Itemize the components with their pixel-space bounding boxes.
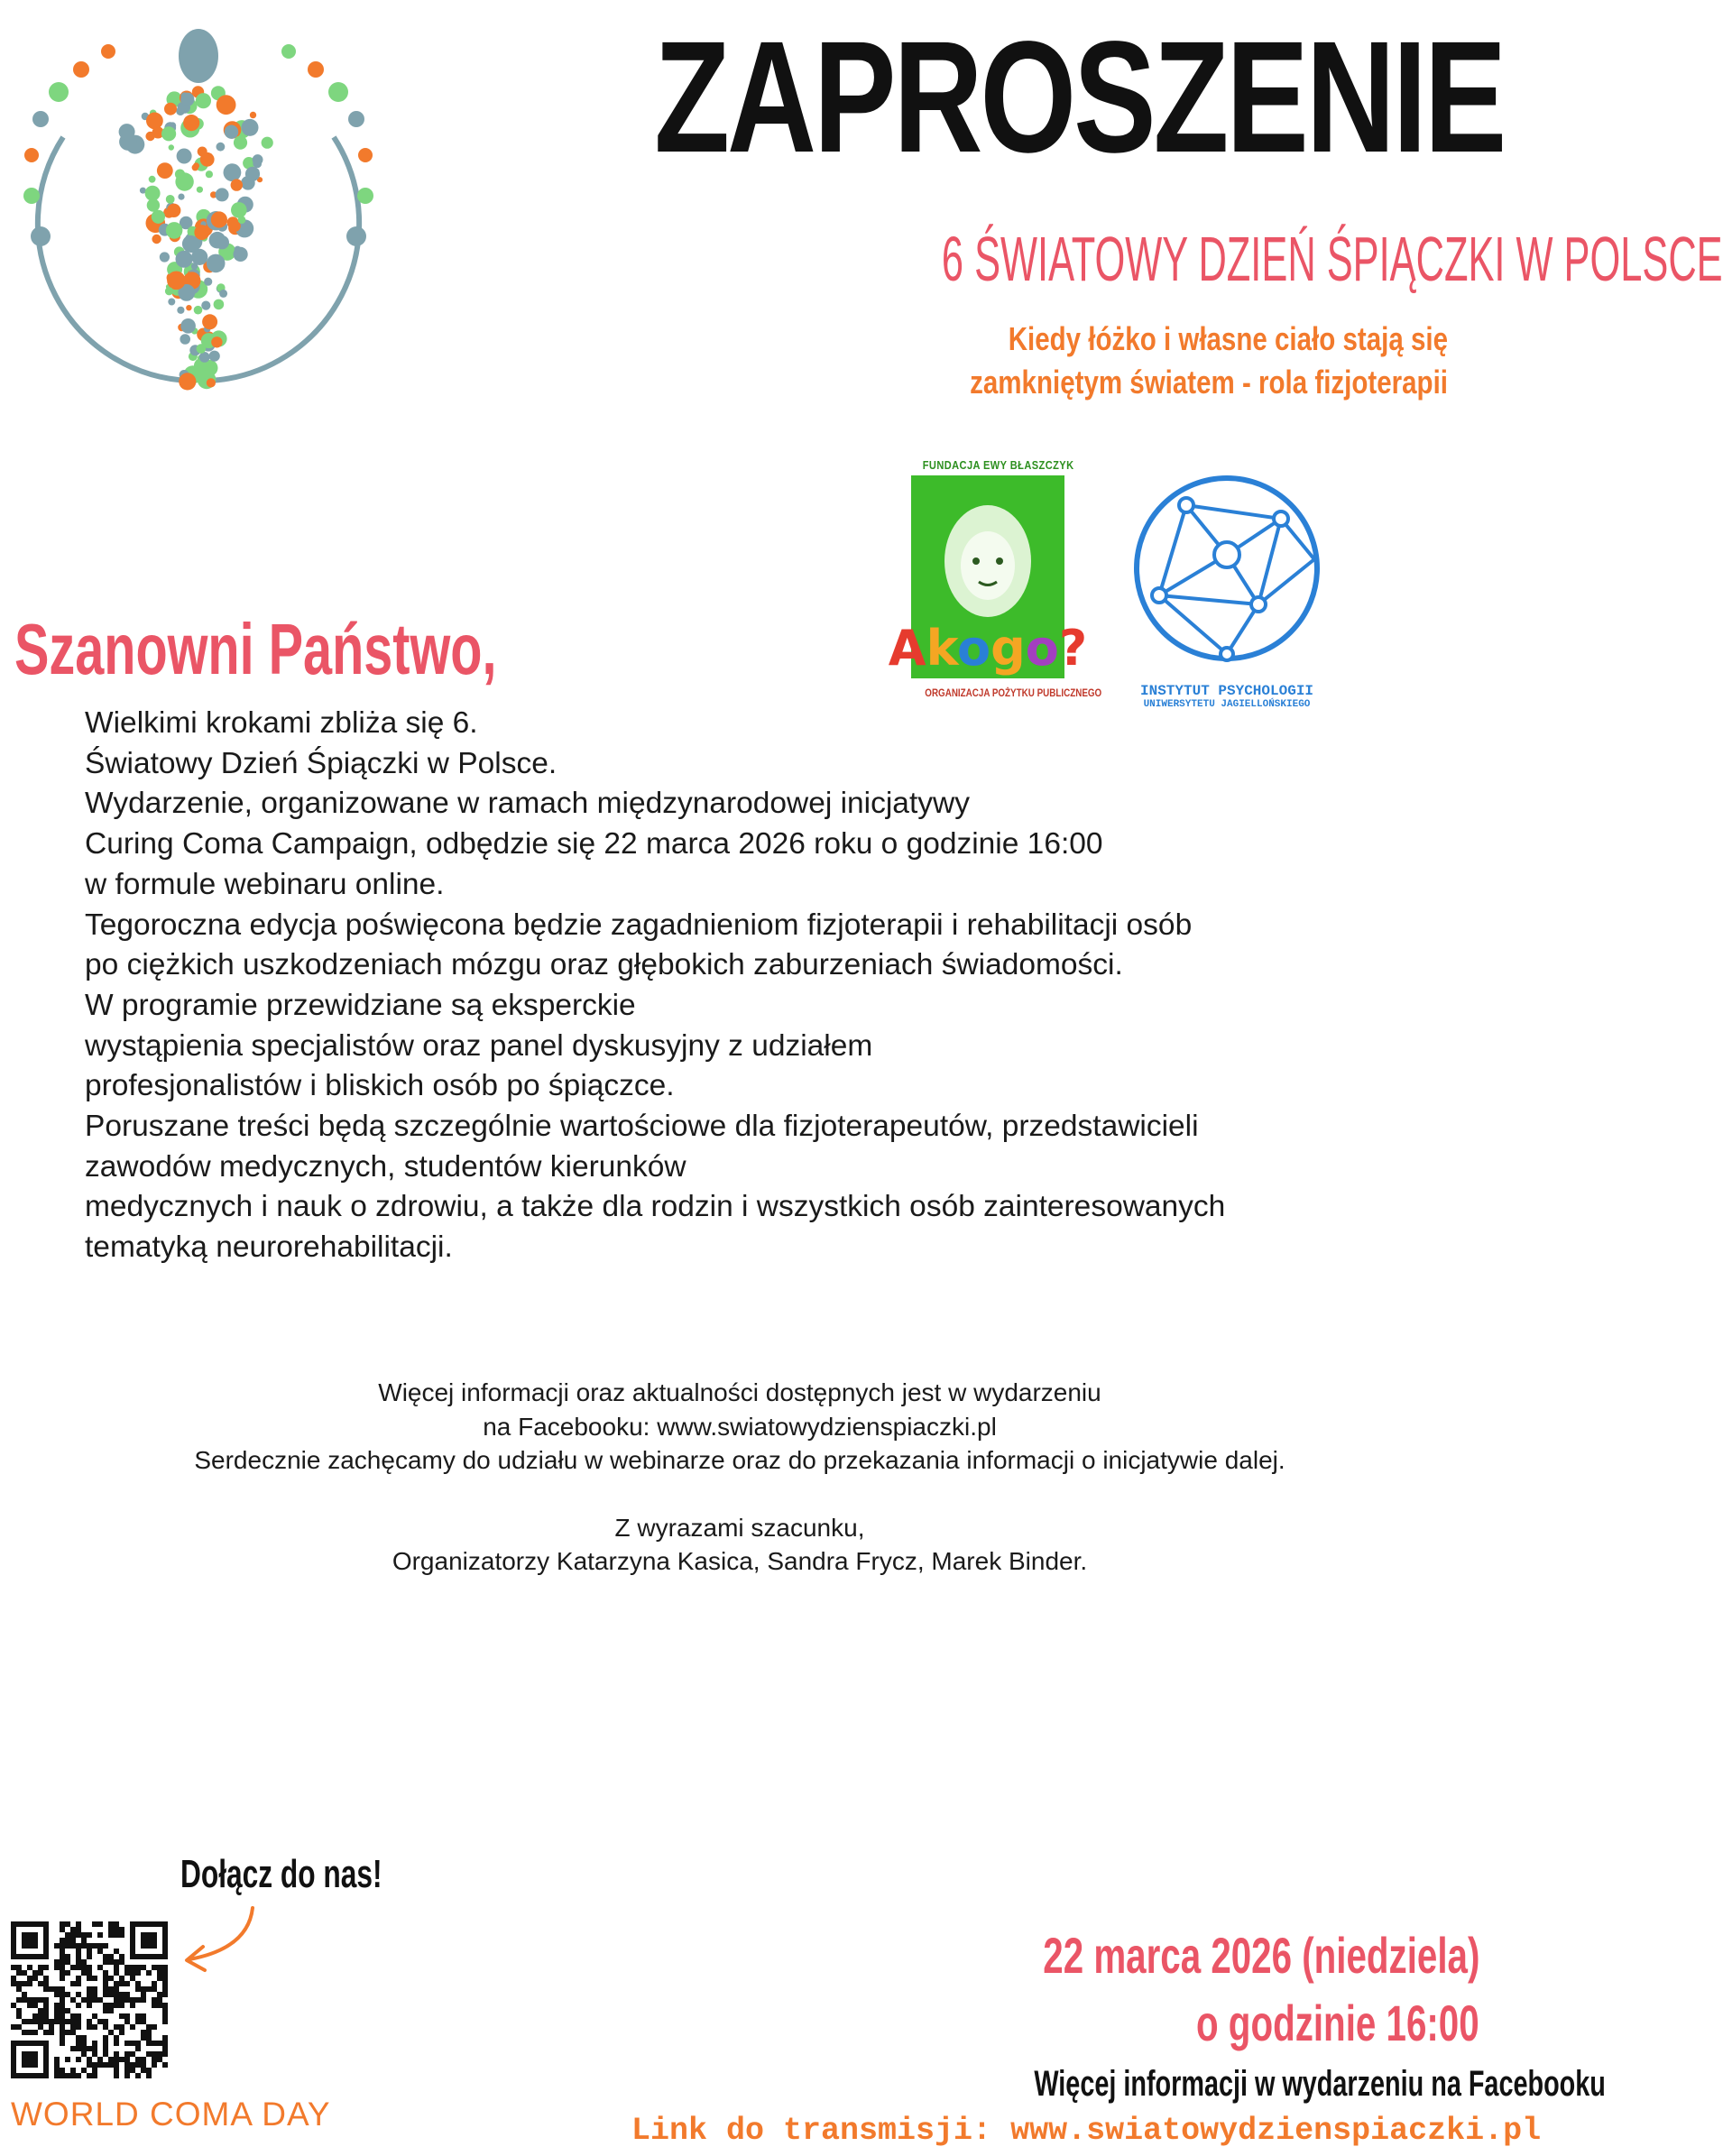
logo-dot — [207, 378, 216, 387]
info-block — [36, 1376, 1443, 1579]
logo-dot — [178, 194, 184, 200]
logo-dot — [231, 202, 247, 218]
letter-line: zawodów medycznych, studentów kierunków — [85, 1149, 686, 1184]
logo-dot — [217, 143, 226, 152]
logo-dot — [179, 373, 196, 390]
event-date — [812, 1926, 1479, 1986]
tagline-line-1: Kiedy łóżko i własne ciało stają się — [1008, 320, 1448, 357]
logo-dot — [176, 251, 193, 268]
arrow-icon — [176, 1903, 266, 1976]
logo-dot — [204, 278, 212, 286]
stream-link[interactable]: Link do transmisji: www.swiatowydzienspiaczki.pl — [631, 2113, 1542, 2149]
logo-dot — [348, 111, 364, 127]
akogo-foundation-logo — [888, 458, 1102, 711]
facebook-info — [812, 2061, 1606, 2106]
event-date-text: 22 marca 2026 (niedziela) — [1042, 1927, 1479, 1984]
logo-dot — [224, 163, 242, 181]
logo-dot — [245, 167, 260, 181]
letter-line: wystąpienia specjalistów oraz panel dyskusyjny z udziałem — [85, 1028, 873, 1063]
logo-dot — [160, 252, 170, 262]
letter-line: Wydarzenie, organizowane w ramach międzynarodowej inicjatywy — [85, 787, 970, 821]
letter-line: w formule webinaru online. — [85, 867, 445, 901]
logo-dot — [31, 226, 51, 246]
logo-dot — [202, 314, 217, 329]
logo-dot — [197, 344, 207, 354]
logo-dot — [250, 112, 256, 118]
logo-dot — [146, 113, 163, 130]
letter-line: po ciężkich uszkodzeniach mózgu oraz głębokich zaburzeniach świadomości. — [85, 948, 1123, 982]
logo-dot — [217, 95, 236, 115]
logo-dot — [219, 290, 227, 298]
info-line-1: Więcej informacji oraz aktualności dostępnych jest w wydarzeniu — [378, 1378, 1101, 1406]
world-coma-day-brand: WORLD COMA DAY — [11, 2096, 331, 2133]
letter-line: medycznych i nauk o zdrowiu, a także dla rodzin i wszystkich osób zainteresowanych — [85, 1190, 1226, 1224]
signature: Organizatorzy Katarzyna Kasica, Sandra Frycz, Marek Binder. — [392, 1547, 1088, 1575]
logo-dot — [214, 299, 225, 310]
logo-dot — [346, 226, 366, 246]
logo-dot — [206, 170, 213, 178]
logo-dot — [201, 301, 210, 310]
event-time-text: o godzinie 16:00 — [1196, 1995, 1479, 2051]
qr-code[interactable] — [11, 1921, 168, 2078]
letter-line: Curing Coma Campaign, odbędzie się 22 marca 2026 roku o godzinie 16:00 — [85, 827, 1103, 861]
logo-dot — [32, 111, 49, 127]
akogo-name: Akogo? — [888, 620, 1088, 677]
logo-dot — [209, 351, 220, 362]
facebook-info-text: Więcej informacji w wydarzeniu na Facebooku — [1034, 2064, 1606, 2104]
logo-dot — [357, 188, 373, 204]
network-globe-icon — [1123, 469, 1331, 668]
logo-dot — [242, 119, 259, 136]
logo-dot — [166, 222, 183, 239]
logo-dot — [253, 154, 263, 165]
logo-dot — [183, 115, 199, 131]
letter-line: W programie przewidziane są eksperckie — [85, 988, 636, 1022]
logo-dot — [119, 124, 135, 140]
logo-dot — [152, 210, 165, 224]
logo-dot — [180, 334, 190, 345]
logo-dot — [149, 176, 156, 183]
institute-name: INSTYTUT PSYCHOLOGII — [1139, 683, 1314, 699]
letter-body — [85, 704, 1438, 1268]
logo-dot — [216, 235, 229, 249]
page-title: ZAPROSZENIE — [654, 9, 1505, 186]
logo-dot — [161, 126, 176, 141]
logo-dot — [157, 162, 173, 179]
tagline-line-2: zamkniętym światem - rola fizjoterapii — [970, 364, 1448, 401]
logo-dot — [180, 318, 196, 334]
psychology-institute-logo — [1123, 469, 1331, 713]
logo-dot — [216, 188, 229, 201]
university-name: UNIWERSYTETU JAGIELLOŃSKIEGO — [1143, 699, 1311, 710]
regards: Z wyrazami szacunku, — [614, 1513, 865, 1542]
logo-dot — [207, 254, 226, 273]
logo-head — [179, 29, 218, 83]
logo-dot — [211, 211, 227, 227]
logo-dot — [169, 144, 174, 150]
event-time — [812, 1994, 1479, 2053]
akogo-logo-image — [888, 475, 1088, 683]
logo-dots — [23, 44, 373, 391]
logo-dot — [194, 225, 209, 240]
info-line-2: na Facebooku: www.swiatowydzienspiaczki.pl — [483, 1412, 997, 1441]
logo-dot — [182, 235, 199, 253]
letter-line: Tegoroczna edycja poświęcona będzie zagadnieniom fizjoterapii i rehabilitacji osób — [85, 908, 1193, 942]
logo-dot — [196, 93, 211, 108]
logo-dot — [281, 44, 296, 59]
logo-dot — [235, 246, 241, 253]
greeting: Szanowni Państwo, — [14, 609, 497, 689]
page-subtitle: 6 ŚWIATOWY DZIEŃ ŚPIĄCZKI W POLSCE — [941, 224, 1723, 294]
logo-dot — [145, 186, 161, 201]
letter-line: Poruszane treści będą szczególnie wartościowe dla fizjoterapeutów, przedstawicieli — [85, 1110, 1199, 1144]
logo-dot — [177, 149, 192, 164]
logo-dot — [168, 299, 175, 306]
logo-dot — [49, 82, 69, 102]
logo-dot — [238, 216, 246, 224]
logo-dot — [231, 179, 243, 190]
logo-dot — [200, 152, 215, 167]
logo-dot — [328, 82, 348, 102]
logo-dot — [211, 336, 222, 347]
logo-dot — [194, 306, 203, 315]
logo-dot — [152, 235, 161, 244]
logo-dot — [165, 287, 173, 295]
logo-dot — [225, 125, 238, 139]
logo-dot — [73, 61, 89, 78]
logo-dot — [234, 136, 247, 150]
join-us-label: Dołącz do nas! — [180, 1852, 382, 1896]
logo-dot — [164, 103, 177, 115]
letter-line: Światowy Dzień Śpiączki w Polsce. — [85, 746, 557, 780]
tagline — [812, 318, 1448, 404]
logo-dot — [166, 195, 175, 204]
logo-dot — [358, 148, 373, 162]
logo-dot — [308, 61, 324, 78]
logo-dot — [24, 148, 39, 162]
world-coma-day-logo — [9, 20, 388, 399]
letter-line: Wielkimi krokami zbliża się 6. — [85, 706, 478, 740]
logo-dot — [145, 132, 154, 141]
logo-dot — [262, 137, 273, 149]
logo-dot — [186, 305, 191, 310]
logo-dot — [193, 162, 199, 169]
logo-dot — [197, 187, 203, 193]
letter-line: tematyką neurorehabilitacji. — [85, 1230, 453, 1265]
logo-dot — [175, 172, 193, 190]
info-line-3: Serdecznie zachęcamy do udziału w webinarze oraz do przekazania informacji o inicjatywie dalej. — [194, 1446, 1285, 1474]
logo-dot — [23, 188, 40, 204]
akogo-foundation-name: FUNDACJA EWY BŁASZCZYK — [922, 458, 1074, 472]
logo-dot — [101, 44, 115, 59]
logo-dot — [167, 272, 186, 290]
akogo-org-type: ORGANIZACJA POŻYTKU PUBLICZNEGO — [925, 686, 1102, 699]
logo-dot — [180, 93, 194, 106]
letter-line: profesjonalistów i bliskich osób po śpiączce. — [85, 1069, 675, 1103]
logo-dot — [177, 307, 184, 314]
logo-dot — [167, 204, 180, 217]
